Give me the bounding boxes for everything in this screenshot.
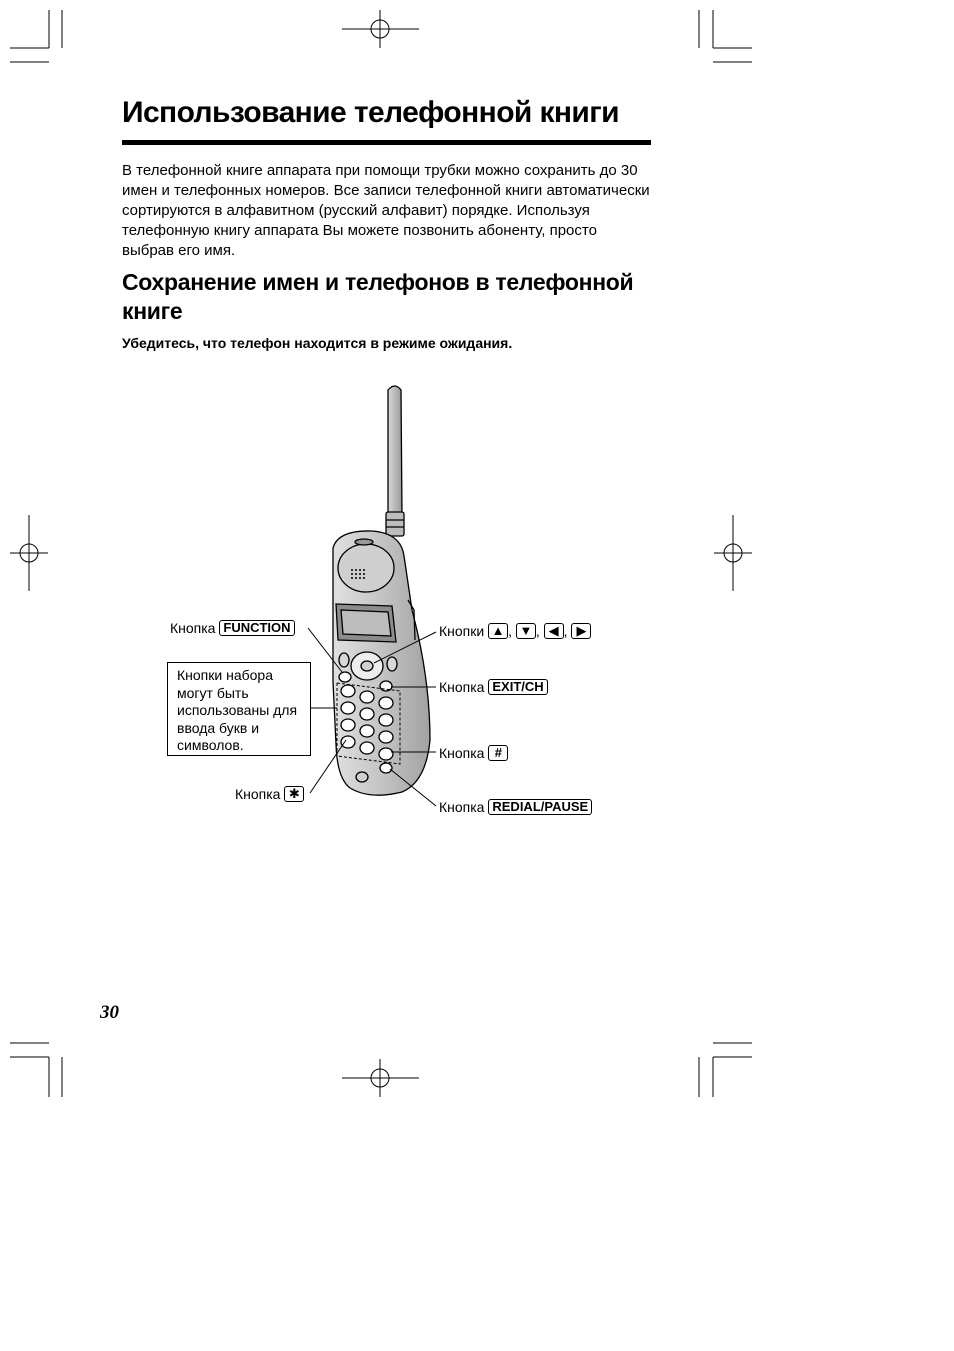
- standby-note: Убедитесь, что телефон находится в режиме ожидания.: [122, 335, 513, 351]
- earpiece: [338, 544, 394, 592]
- exit-callout-label: Кнопка: [439, 679, 485, 695]
- hash-key: #: [488, 745, 508, 761]
- exit-ch-key: EXIT/CH: [488, 679, 547, 695]
- hash-callout-label: Кнопка: [439, 745, 485, 761]
- dial-keys-info-box: Кнопки набора могут быть использованы для ввода букв и символов.: [167, 662, 311, 756]
- up-arrow-key: ▲: [488, 623, 508, 639]
- exit-button: [380, 681, 392, 691]
- redial-pause-key: REDIAL/PAUSE: [488, 799, 592, 815]
- star-callout-label: Кнопка: [235, 786, 281, 802]
- function-callout-label: Кнопка: [170, 620, 216, 636]
- function-key: FUNCTION: [219, 620, 294, 636]
- right-arrow-key: ▶: [571, 623, 591, 639]
- page-title: Использование телефонной книги: [122, 96, 620, 129]
- redial-callout-label: Кнопка: [439, 799, 485, 815]
- redial-button: [380, 763, 392, 773]
- redial-callout: [439, 798, 592, 816]
- down-arrow-key: ▼: [516, 623, 536, 639]
- hash-callout: [439, 744, 508, 762]
- antenna: [388, 386, 402, 516]
- exit-callout: [439, 678, 548, 696]
- nav-callout: Кнопки ▲ , ▼ , ◀ , ▶: [439, 622, 591, 640]
- star-callout: [235, 785, 304, 803]
- section-title: Сохранение имен и телефонов в телефонной книге: [122, 269, 634, 324]
- star-key: ✱: [284, 786, 304, 802]
- left-arrow-key: ◀: [544, 623, 564, 639]
- function-callout: [170, 619, 295, 637]
- microphone: [356, 772, 368, 782]
- function-button: [339, 672, 351, 682]
- intro-paragraph: В телефонной книге аппарата при помощи трубки можно сохранить до 30 имен и телефонных номеров. Все записи телефонной книги автоматически сортируются в алфавитном (русский алфавит) порядке. Используя телефонную книгу аппарата Вы можете позвонить абоненту, просто выбрав его имя.: [122, 162, 650, 259]
- antenna-base: [386, 512, 404, 536]
- nav-callout-label: Кнопки: [439, 623, 485, 639]
- page-number: 30: [100, 1002, 119, 1023]
